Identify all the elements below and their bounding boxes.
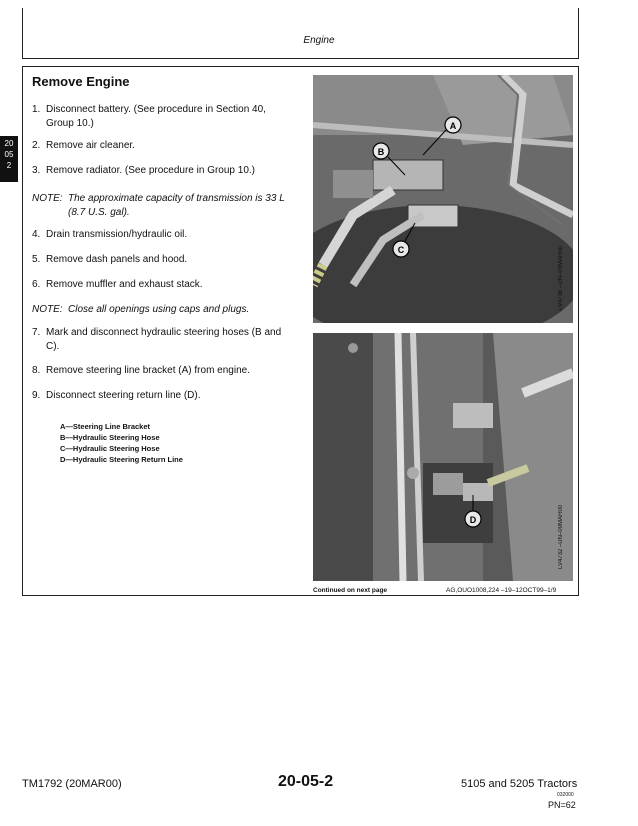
step-text: Remove steering line bracket (A) from engine. [46, 365, 250, 376]
step-number: 6. [32, 279, 41, 290]
step-number: 8. [32, 365, 41, 376]
photo-code-top: LV4736 –UN–09MAR00 [558, 246, 564, 310]
step-4 [32, 228, 300, 242]
step-text: Remove dash panels and hood. [46, 254, 188, 265]
side-tab-line3: 2 [6, 161, 12, 170]
side-tab-line1: 20 [4, 139, 14, 148]
step-3 [32, 164, 300, 178]
legend-item: C—Hydraulic Steering Hose [60, 444, 160, 453]
note-text: Close all openings using caps and plugs. [68, 304, 250, 315]
doc-code: AG,OUO1008,224 –19–12OCT99–1/9 [446, 587, 557, 594]
step-number: 9. [32, 390, 41, 401]
step-7 [32, 326, 300, 354]
step-1 [32, 103, 300, 131]
side-tab [0, 136, 18, 182]
callout-b: B [377, 147, 385, 157]
section-title: Remove Engine [32, 74, 130, 89]
continued-note: Continued on next page [313, 587, 388, 594]
footer-page-number: PN=62 [548, 800, 576, 810]
step-text: Mark and disconnect hydraulic steering hoses (B and C). [46, 327, 282, 352]
note-label: NOTE: [32, 304, 63, 315]
step-text: Drain transmission/hydraulic oil. [46, 229, 188, 240]
legend-item: A—Steering Line Bracket [60, 422, 151, 431]
step-number: 3. [32, 165, 41, 176]
step-6 [32, 278, 300, 292]
photo-return-line-image [313, 333, 573, 581]
note-openings [32, 303, 300, 317]
footer-manual: TM1792 (20MAR00) [22, 778, 122, 790]
step-number: 7. [32, 327, 41, 338]
step-5 [32, 253, 300, 267]
photo-steering-hoses [313, 75, 573, 323]
step-number: 5. [32, 254, 41, 265]
footer-page-code: 20-05-2 [278, 773, 334, 790]
photo-return-line [313, 333, 573, 581]
step-number: 4. [32, 229, 41, 240]
step-text: Disconnect battery. (See procedure in Section 40, Group 10.) [46, 104, 266, 129]
photo-code-bottom: LV4732 –UN–09MAR00 [558, 505, 564, 569]
step-8 [32, 364, 300, 378]
side-tab-line2: 05 [4, 150, 14, 159]
note-label: NOTE: [32, 193, 63, 204]
step-text: Remove muffler and exhaust stack. [46, 279, 203, 290]
callout-a: A [449, 121, 457, 131]
step-text: Remove air cleaner. [46, 140, 135, 151]
footer-model: 5105 and 5205 Tractors [461, 778, 578, 790]
step-text: Disconnect steering return line (D). [46, 390, 201, 401]
note-capacity [32, 192, 300, 220]
note-text: The approximate capacity of transmission is 33 L (8.7 U.S. gal). [68, 193, 285, 218]
header-frame [22, 8, 579, 59]
figure-legend [60, 421, 183, 465]
callout-d: D [469, 515, 477, 525]
step-number: 2. [32, 140, 41, 151]
header-title: Engine [303, 35, 335, 46]
legend-item: B—Hydraulic Steering Hose [60, 433, 160, 442]
photo-steering-hoses-image [313, 75, 573, 323]
callout-c: C [397, 245, 405, 255]
step-9 [32, 389, 300, 403]
step-number: 1. [32, 104, 41, 115]
footer-date: 032000 [557, 792, 574, 798]
step-2 [32, 139, 300, 153]
step-text: Remove radiator. (See procedure in Group 10.) [46, 165, 255, 176]
legend-item: D—Hydraulic Steering Return Line [60, 455, 183, 464]
